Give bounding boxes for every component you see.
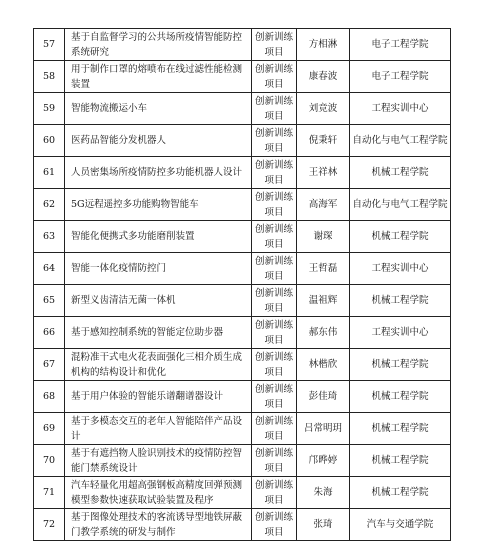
row-number: 63 (34, 221, 65, 253)
project-name: 新型义齿清洁无菌一体机 (65, 285, 252, 317)
project-name: 混粉准干式电火花表面强化三相介质生成机构的结构设计和优化 (65, 349, 252, 381)
project-type: 创新训练项目 (252, 285, 297, 317)
project-type: 创新训练项目 (252, 445, 297, 477)
table-row (34, 477, 451, 509)
project-type: 创新训练项目 (252, 157, 297, 189)
table-row (34, 125, 451, 157)
project-name: 基于图像处理技术的客流诱导型地铁屏蔽门教学系统的研发与制作 (65, 509, 252, 541)
department: 机械工程学院 (350, 349, 451, 381)
department: 机械工程学院 (350, 157, 451, 189)
project-leader: 方相淋 (297, 29, 350, 61)
department: 电子工程学院 (350, 61, 451, 93)
project-leader: 谢琛 (297, 221, 350, 253)
row-number: 71 (34, 477, 65, 509)
project-name: 基于感知控制系统的智能定位助步器 (65, 317, 252, 349)
department: 工程实训中心 (350, 253, 451, 285)
project-leader: 王哲磊 (297, 253, 350, 285)
project-leader: 吕常明玥 (297, 413, 350, 445)
department: 汽车与交通学院 (350, 509, 451, 541)
project-type: 创新训练项目 (252, 477, 297, 509)
project-name: 基于用户体验的智能乐谱翻谱器设计 (65, 381, 252, 413)
project-leader: 彭佳琦 (297, 381, 350, 413)
department: 机械工程学院 (350, 413, 451, 445)
project-type: 创新训练项目 (252, 125, 297, 157)
table-row (34, 445, 451, 477)
project-name: 汽车轻量化用超高强钢板高精度回弹预测模型参数快速获取试验装置及程序 (65, 477, 252, 509)
department: 自动化与电气工程学院 (350, 189, 451, 221)
row-number: 64 (34, 253, 65, 285)
table-row (34, 509, 451, 541)
table-row (34, 253, 451, 285)
project-type: 创新训练项目 (252, 189, 297, 221)
project-leader: 朱海 (297, 477, 350, 509)
project-type: 创新训练项目 (252, 317, 297, 349)
table-row (34, 93, 451, 125)
row-number: 60 (34, 125, 65, 157)
row-number: 66 (34, 317, 65, 349)
project-leader: 张琦 (297, 509, 350, 541)
project-name: 智能一体化疫情防控门 (65, 253, 252, 285)
project-leader: 倪秉轩 (297, 125, 350, 157)
row-number: 67 (34, 349, 65, 381)
project-leader: 林楷欣 (297, 349, 350, 381)
project-leader: 高海军 (297, 189, 350, 221)
row-number: 70 (34, 445, 65, 477)
department: 机械工程学院 (350, 381, 451, 413)
row-number: 59 (34, 93, 65, 125)
project-type: 创新训练项目 (252, 509, 297, 541)
row-number: 61 (34, 157, 65, 189)
department: 工程实训中心 (350, 317, 451, 349)
table-row (34, 381, 451, 413)
table-row (34, 157, 451, 189)
project-name: 基于多模态交互的老年人智能陪伴产品设计 (65, 413, 252, 445)
project-leader: 刘竞波 (297, 93, 350, 125)
table-row (34, 189, 451, 221)
row-number: 68 (34, 381, 65, 413)
department: 机械工程学院 (350, 285, 451, 317)
project-name: 5G远程遥控多功能购物智能车 (65, 189, 252, 221)
projects-table (33, 28, 451, 541)
table-row (34, 61, 451, 93)
project-leader: 邝晔婷 (297, 445, 350, 477)
department: 自动化与电气工程学院 (350, 125, 451, 157)
department: 机械工程学院 (350, 445, 451, 477)
project-name: 智能物流搬运小车 (65, 93, 252, 125)
project-name: 人员密集场所疫情防控多功能机器人设计 (65, 157, 252, 189)
project-name: 智能化便携式多功能磨削装置 (65, 221, 252, 253)
row-number: 57 (34, 29, 65, 61)
project-type: 创新训练项目 (252, 61, 297, 93)
row-number: 62 (34, 189, 65, 221)
table-row (34, 221, 451, 253)
project-name: 医药品智能分发机器人 (65, 125, 252, 157)
project-type: 创新训练项目 (252, 29, 297, 61)
project-name: 用于制作口罩的熔喷布在线过滤性能检测装置 (65, 61, 252, 93)
department: 工程实训中心 (350, 93, 451, 125)
project-leader: 王祥林 (297, 157, 350, 189)
project-type: 创新训练项目 (252, 221, 297, 253)
table-row (34, 317, 451, 349)
project-type: 创新训练项目 (252, 381, 297, 413)
project-leader: 郝东伟 (297, 317, 350, 349)
department: 电子工程学院 (350, 29, 451, 61)
table-row (34, 285, 451, 317)
project-type: 创新训练项目 (252, 413, 297, 445)
row-number: 69 (34, 413, 65, 445)
project-name: 基于有遮挡物人脸识别技术的疫情防控智能门禁系统设计 (65, 445, 252, 477)
project-type: 创新训练项目 (252, 93, 297, 125)
table-row (34, 349, 451, 381)
department: 机械工程学院 (350, 477, 451, 509)
project-name: 基于自监督学习的公共场所疫情智能防控系统研究 (65, 29, 252, 61)
department: 机械工程学院 (350, 221, 451, 253)
row-number: 65 (34, 285, 65, 317)
project-leader: 温祖辉 (297, 285, 350, 317)
row-number: 72 (34, 509, 65, 541)
project-type: 创新训练项目 (252, 349, 297, 381)
table-row (34, 413, 451, 445)
project-type: 创新训练项目 (252, 253, 297, 285)
row-number: 58 (34, 61, 65, 93)
projects-table-body (34, 29, 451, 541)
table-row (34, 29, 451, 61)
project-leader: 康春波 (297, 61, 350, 93)
